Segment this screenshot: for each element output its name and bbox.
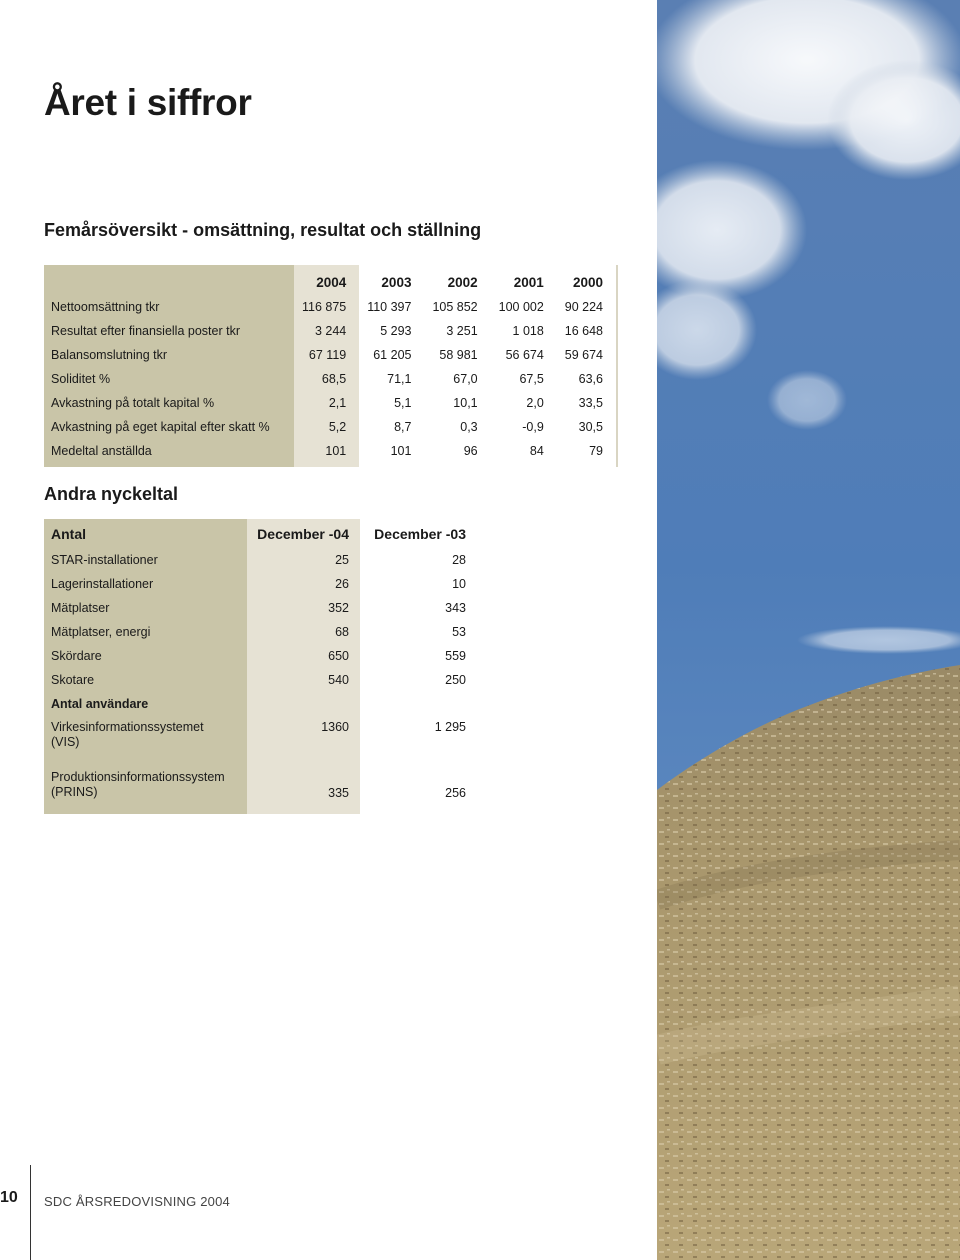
cell: 650 — [247, 644, 360, 668]
row-label: Medeltal anställda — [44, 439, 294, 467]
photo-illustration — [657, 0, 960, 1260]
cell: 58 981 — [424, 343, 490, 367]
page-number: 10 — [0, 1189, 18, 1206]
cell: 1 018 — [491, 319, 557, 343]
row-label: STAR-installationer — [44, 548, 247, 572]
section-title-other-key-figures: Andra nyckeltal — [44, 484, 179, 504]
cell: 68,5 — [294, 367, 359, 391]
cell: 1 295 — [360, 716, 477, 760]
cell: 335 — [247, 760, 360, 814]
section-title-five-year-overview: Femårsöversikt - omsättning, resultat och ställning — [44, 220, 482, 240]
cell: 67,5 — [491, 367, 557, 391]
table-row — [44, 644, 477, 668]
year-header: 2001 — [491, 265, 557, 295]
header-col-dec03: December -03 — [360, 519, 477, 548]
table-row — [44, 295, 617, 319]
row-label-line: (VIS) — [51, 735, 80, 749]
cell: 343 — [360, 596, 477, 620]
row-label: Lagerinstallationer — [44, 572, 247, 596]
other-key-figures-table — [44, 519, 477, 814]
cell: 256 — [360, 760, 477, 814]
cell: 59 674 — [557, 343, 617, 367]
cell: -0,9 — [491, 415, 557, 439]
table-row — [44, 343, 617, 367]
cell: 100 002 — [491, 295, 557, 319]
cell: 2,0 — [491, 391, 557, 415]
table-row — [44, 760, 477, 814]
cell: 0,3 — [424, 415, 490, 439]
cell: 10,1 — [424, 391, 490, 415]
cell: 25 — [247, 548, 360, 572]
cell: 67 119 — [294, 343, 359, 367]
table-row — [44, 391, 617, 415]
row-label: Nettoomsättning tkr — [44, 295, 294, 319]
cell: 84 — [491, 439, 557, 467]
row-label — [44, 760, 247, 814]
header-col-dec04: December -04 — [247, 519, 360, 548]
cell: 63,6 — [557, 367, 617, 391]
cell: 79 — [557, 439, 617, 467]
cell: 68 — [247, 620, 360, 644]
year-header: 2004 — [294, 265, 359, 295]
cell: 30,5 — [557, 415, 617, 439]
footer-divider — [30, 1165, 31, 1260]
row-label: Balansomslutning tkr — [44, 343, 294, 367]
cell: 3 244 — [294, 319, 359, 343]
table-group-row — [44, 692, 477, 716]
cell: 101 — [359, 439, 424, 467]
row-label — [44, 716, 247, 760]
year-header: 2002 — [424, 265, 490, 295]
cell: 1360 — [247, 716, 360, 760]
cell: 61 205 — [359, 343, 424, 367]
sky-woodchip-photo — [657, 0, 960, 1260]
cell: 5,1 — [359, 391, 424, 415]
row-label: Skördare — [44, 644, 247, 668]
cell: 26 — [247, 572, 360, 596]
row-label-line: Virkesinformationssystemet — [51, 720, 204, 734]
table-row — [44, 319, 617, 343]
row-label: Skotare — [44, 668, 247, 692]
table-row — [44, 596, 477, 620]
year-header: 2000 — [557, 265, 617, 295]
row-label: Avkastning på totalt kapital % — [44, 391, 294, 415]
group-label: Antal användare — [44, 692, 247, 716]
five-year-overview-table — [44, 265, 618, 467]
cell: 90 224 — [557, 295, 617, 319]
cell: 28 — [360, 548, 477, 572]
row-label: Mätplatser, energi — [44, 620, 247, 644]
cell: 105 852 — [424, 295, 490, 319]
cell: 56 674 — [491, 343, 557, 367]
cell: 110 397 — [359, 295, 424, 319]
table-header-empty — [44, 265, 294, 295]
cell: 33,5 — [557, 391, 617, 415]
row-label: Avkastning på eget kapital efter skatt % — [44, 415, 294, 439]
table-row — [44, 668, 477, 692]
cell: 2,1 — [294, 391, 359, 415]
cell: 71,1 — [359, 367, 424, 391]
row-label-line: (PRINS) — [51, 785, 98, 799]
cell: 16 648 — [557, 319, 617, 343]
table-row — [44, 439, 617, 467]
table-row — [44, 572, 477, 596]
cell: 540 — [247, 668, 360, 692]
year-header: 2003 — [359, 265, 424, 295]
cell: 96 — [424, 439, 490, 467]
table-row — [44, 620, 477, 644]
table-row — [44, 716, 477, 760]
cell: 3 251 — [424, 319, 490, 343]
row-label-line: Produktionsinformationssystem — [51, 770, 225, 784]
header-label: Antal — [44, 519, 247, 548]
cell-empty — [247, 692, 360, 716]
table-header-row — [44, 265, 617, 295]
cell: 101 — [294, 439, 359, 467]
cell: 67,0 — [424, 367, 490, 391]
cell: 5,2 — [294, 415, 359, 439]
table-row — [44, 548, 477, 572]
cell: 559 — [360, 644, 477, 668]
row-label: Resultat efter finansiella poster tkr — [44, 319, 294, 343]
cell-empty — [360, 692, 477, 716]
table-row — [44, 415, 617, 439]
cell: 5 293 — [359, 319, 424, 343]
cell: 352 — [247, 596, 360, 620]
cell: 53 — [360, 620, 477, 644]
cell: 10 — [360, 572, 477, 596]
cell: 8,7 — [359, 415, 424, 439]
row-label: Mätplatser — [44, 596, 247, 620]
footer-text: SDC ÅRSREDOVISNING 2004 — [44, 1194, 230, 1209]
cell: 116 875 — [294, 295, 359, 319]
table-header-row — [44, 519, 477, 548]
page-title: Året i siffror — [44, 82, 252, 123]
row-label: Soliditet % — [44, 367, 294, 391]
cell: 250 — [360, 668, 477, 692]
table-row — [44, 367, 617, 391]
